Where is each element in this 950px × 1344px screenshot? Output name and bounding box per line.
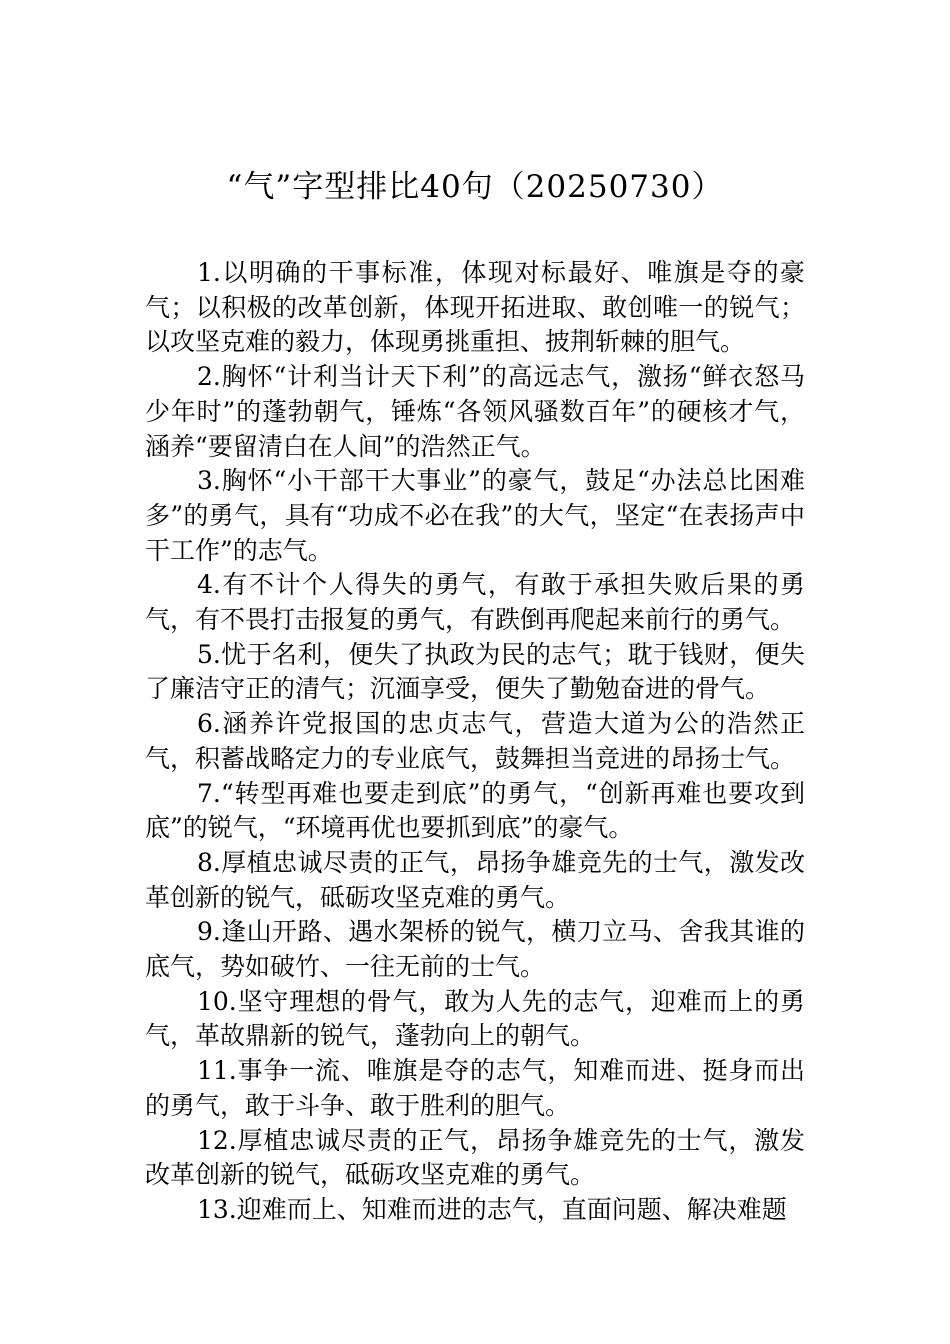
paragraph-8: 8.厚植忠诚尽责的正气，昂扬争雄竞先的士气，激发改革创新的锐气，砥砺攻坚克难的勇气。 — [145, 847, 805, 912]
paragraph-10: 10.坚守理想的骨气，敢为人先的志气，迎难而上的勇气，革故鼎新的锐气，蓬勃向上的朝气。 — [145, 986, 805, 1051]
paragraph-9: 9.逢山开路、遇水架桥的锐气，横刀立马、舍我其谁的底气，势如破竹、一往无前的士气。 — [145, 917, 805, 982]
paragraph-12: 12.厚植忠诚尽责的正气，昂扬争雄竞先的士气，激发改革创新的锐气，砥砺攻坚克难的勇气。 — [145, 1125, 805, 1190]
paragraph-4: 4.有不计个人得失的勇气，有敢于承担失败后果的勇气，有不畏打击报复的勇气，有跌倒再爬起来前行的勇气。 — [145, 570, 805, 635]
paragraph-13: 13.迎难而上、知难而进的志气，直面问题、解决难题 — [197, 1194, 787, 1224]
paragraph-11: 11.事争一流、唯旗是夺的志气，知难而进、挺身而出的勇气，敢于斗争、敢于胜利的胆气。 — [145, 1056, 805, 1120]
paragraph-3: 3.胸怀“小干部干大事业”的豪气，鼓足“办法总比困难多”的勇气，具有“功成不必在我”的大气，坚定“在表扬声中干工作”的志气。 — [145, 466, 805, 565]
document-title: “气”字型排比40句（20250730） — [226, 169, 724, 205]
paragraph-1: 1.以明确的干事标准，体现对标最好、唯旗是夺的豪气；以积极的改革创新，体现开拓进取、敢创唯一的锐气；以攻坚克难的毅力，体现勇挑重担、披荆斩棘的胆气。 — [145, 258, 805, 357]
paragraph-2: 2.胸怀“计利当计天下利”的高远志气，激扬“鲜衣怒马少年时”的蓬勃朝气，锤炼“各领风骚数百年”的硬核才气，涵养“要留清白在人间”的浩然正气。 — [145, 362, 805, 461]
paragraph-6: 6.涵养许党报国的忠贞志气，营造大道为公的浩然正气，积蓄战略定力的专业底气，鼓舞担当竞进的昂扬士气。 — [145, 709, 805, 773]
document-body — [145, 256, 805, 1228]
paragraph-5: 5.忧于名利，便失了执政为民的志气；耽于钱财，便失了廉洁守正的清气；沉湎享受，便失了勤勉奋进的骨气。 — [145, 639, 805, 704]
paragraph-7: 7.“转型再难也要走到底”的勇气，“创新再难也要攻到底”的锐气，“环境再优也要抓到底”的豪气。 — [145, 778, 805, 843]
